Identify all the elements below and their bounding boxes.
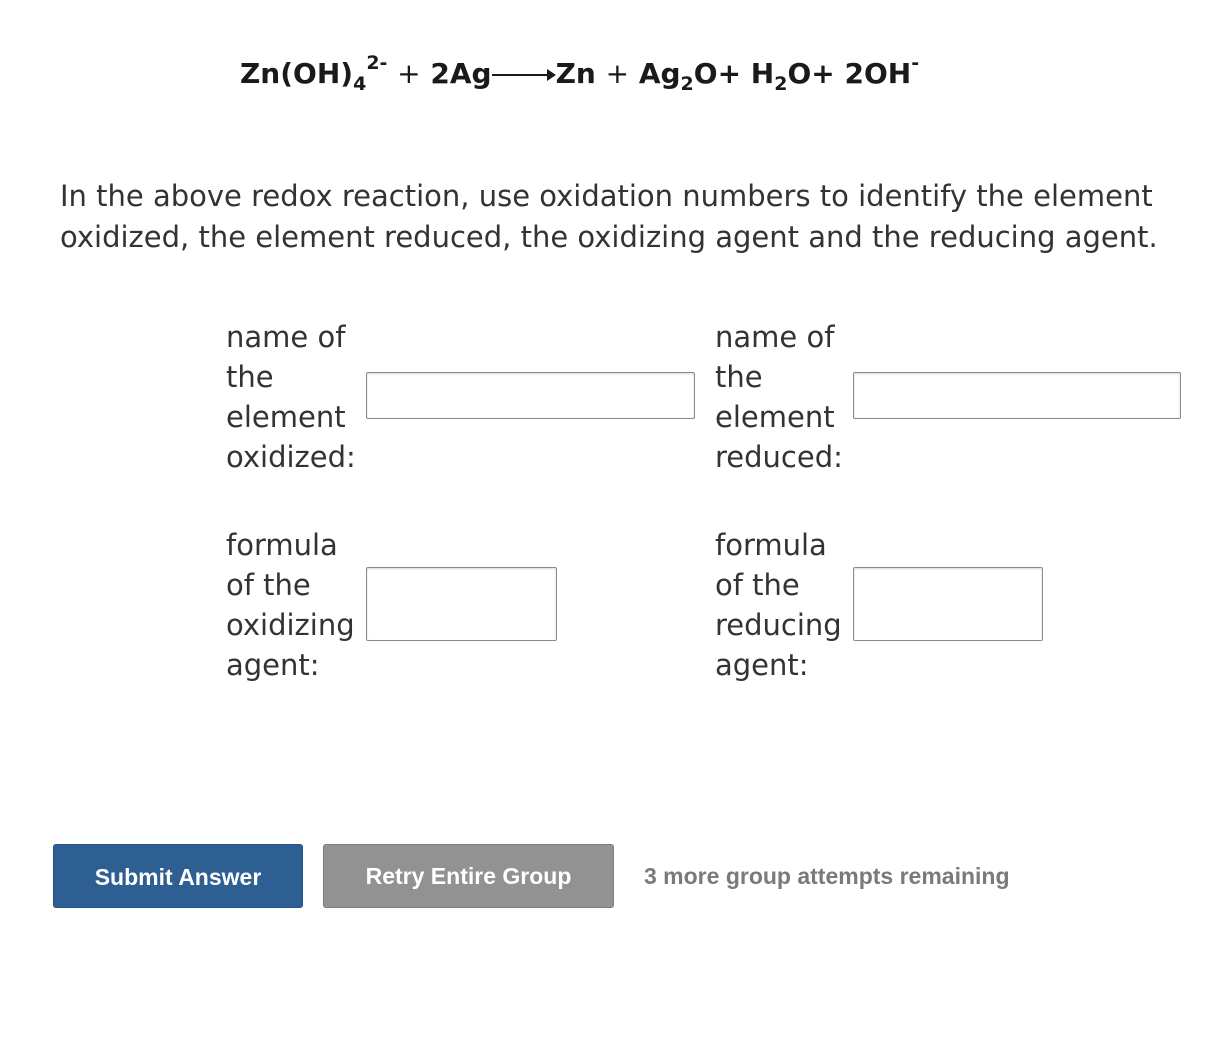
attempts-remaining-text: 3 more group attempts remaining — [644, 863, 1010, 889]
oxidizing-agent-input[interactable] — [366, 567, 557, 641]
element-oxidized-label: name of the element oxidized: — [226, 320, 356, 474]
product-silver-oxide-subscript: 2 — [680, 73, 694, 95]
reactant-zincate-subscript: 4 — [353, 73, 367, 95]
element-oxidized-input[interactable] — [366, 372, 695, 419]
reducing-agent-label: formula of the reducing agent: — [715, 528, 842, 682]
reactant-silver: 2Ag — [430, 57, 492, 90]
reaction-arrow-icon — [492, 65, 556, 85]
reactant-zincate-charge: 2- — [366, 52, 388, 74]
reducing-agent-input[interactable] — [853, 567, 1043, 641]
reactant-zincate: Zn(OH) — [240, 57, 354, 90]
plus-sign: + — [605, 57, 630, 90]
product-water-tail: O+ — [787, 57, 835, 90]
chemical-equation — [240, 52, 919, 99]
question-text: In the above redox reaction, use oxidation numbers to identify the element oxidized, the element reduced, the oxidizing agent and the reducing agent. — [60, 179, 1158, 254]
submit-answer-button[interactable]: Submit Answer — [53, 844, 303, 908]
element-reduced-label: name of the element reduced: — [715, 320, 843, 474]
product-silver-oxide: Ag — [638, 57, 681, 90]
product-silver-oxide-tail: O+ — [693, 57, 742, 90]
element-reduced-input[interactable] — [853, 372, 1181, 419]
product-hydroxide: 2OH — [844, 57, 912, 90]
product-zinc: Zn — [555, 57, 596, 90]
plus-sign: + — [397, 57, 421, 90]
product-water: H — [750, 57, 775, 90]
oxidizing-agent-label: formula of the oxidizing agent: — [226, 528, 355, 682]
product-water-subscript: 2 — [774, 73, 788, 95]
retry-entire-group-button[interactable]: Retry Entire Group — [323, 844, 614, 908]
product-hydroxide-charge: - — [911, 52, 920, 74]
